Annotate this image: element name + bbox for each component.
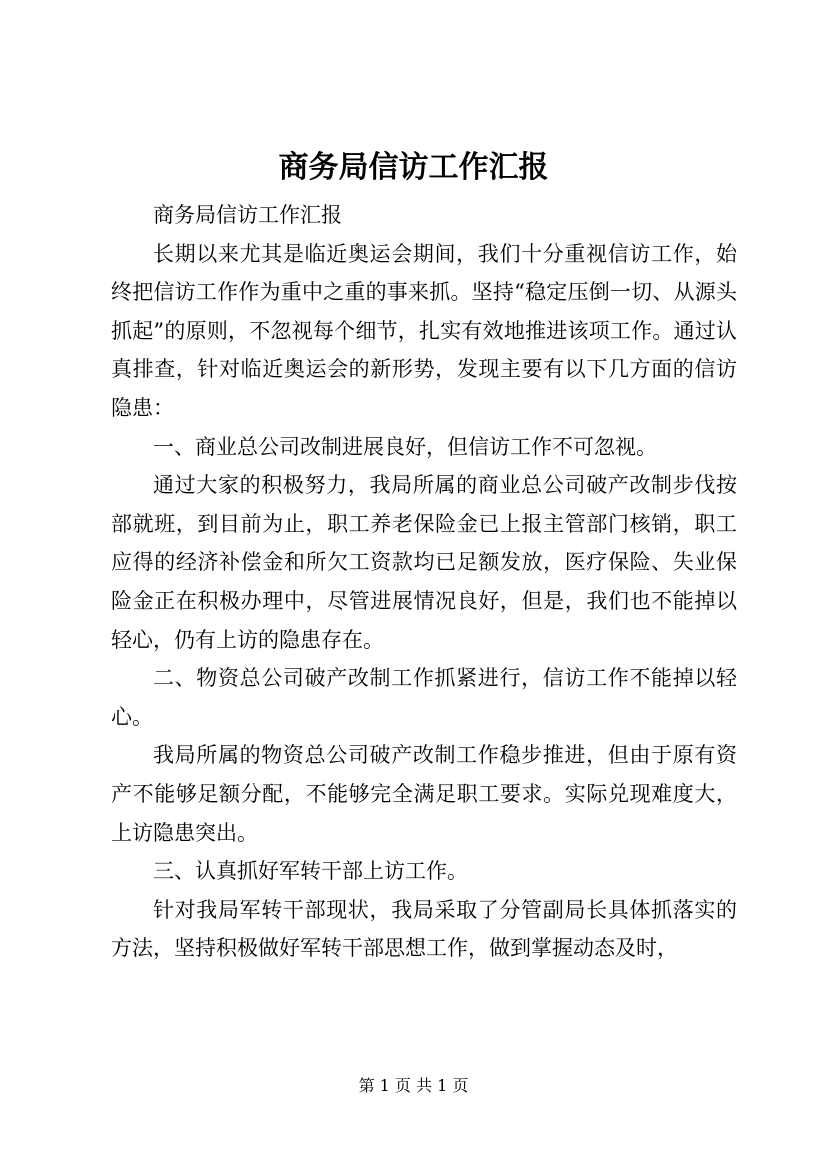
body-paragraph-intro: 长期以来尤其是临近奥运会期间，我们十分重视信访工作，始终把信访工作作为重中之重的事来抓。坚持“稳定压倒一切、从源头抓起”的原则，不忽视每个细节，扎实有效地推进该项工作。通过认真排查，针对临近奥运会的新形势，发现主要有以下几方面的信访隐患：: [111, 241, 737, 420]
body-paragraph-section-1: 通过大家的积极努力，我局所属的商业总公司破产改制步伐按部就班，到目前为止，职工养老保险金已上报主管部门核销，职工应得的经济补偿金和所欠工资款均已足额发放，医疗保险、失业保险金正在积极办理中，尽管进展情况良好，但是，我们也不能掉以轻心，仍有上访的隐患存在。: [111, 473, 737, 652]
section-heading-1: 一、商业总公司改制进展良好，但信访工作不可忽视。: [153, 434, 657, 459]
body-paragraph-section-2: 我局所属的物资总公司破产改制工作稳步推进，但由于原有资产不能够足额分配，不能够完全满足职工要求。实际兑现难度大，上访隐患突出。: [111, 743, 737, 845]
section-heading-2: 二、物资总公司破产改制工作抓紧进行，信访工作不能掉以轻心。: [111, 666, 737, 729]
body-paragraph-section-3: 针对我局军转干部现状，我局采取了分管副局长具体抓落实的方法，坚持积极做好军转干部思想工作，做到掌握动态及时，: [111, 897, 737, 961]
body-paragraph-subtitle: 商务局信访工作汇报: [153, 203, 342, 227]
document-body: [111, 196, 737, 968]
section-heading-3: 三、认真抓好军转干部上访工作。: [153, 859, 468, 884]
page-number-footer: 第 1 页 共 1 页: [358, 1076, 469, 1095]
document-title: 商务局信访工作汇报: [278, 150, 549, 185]
